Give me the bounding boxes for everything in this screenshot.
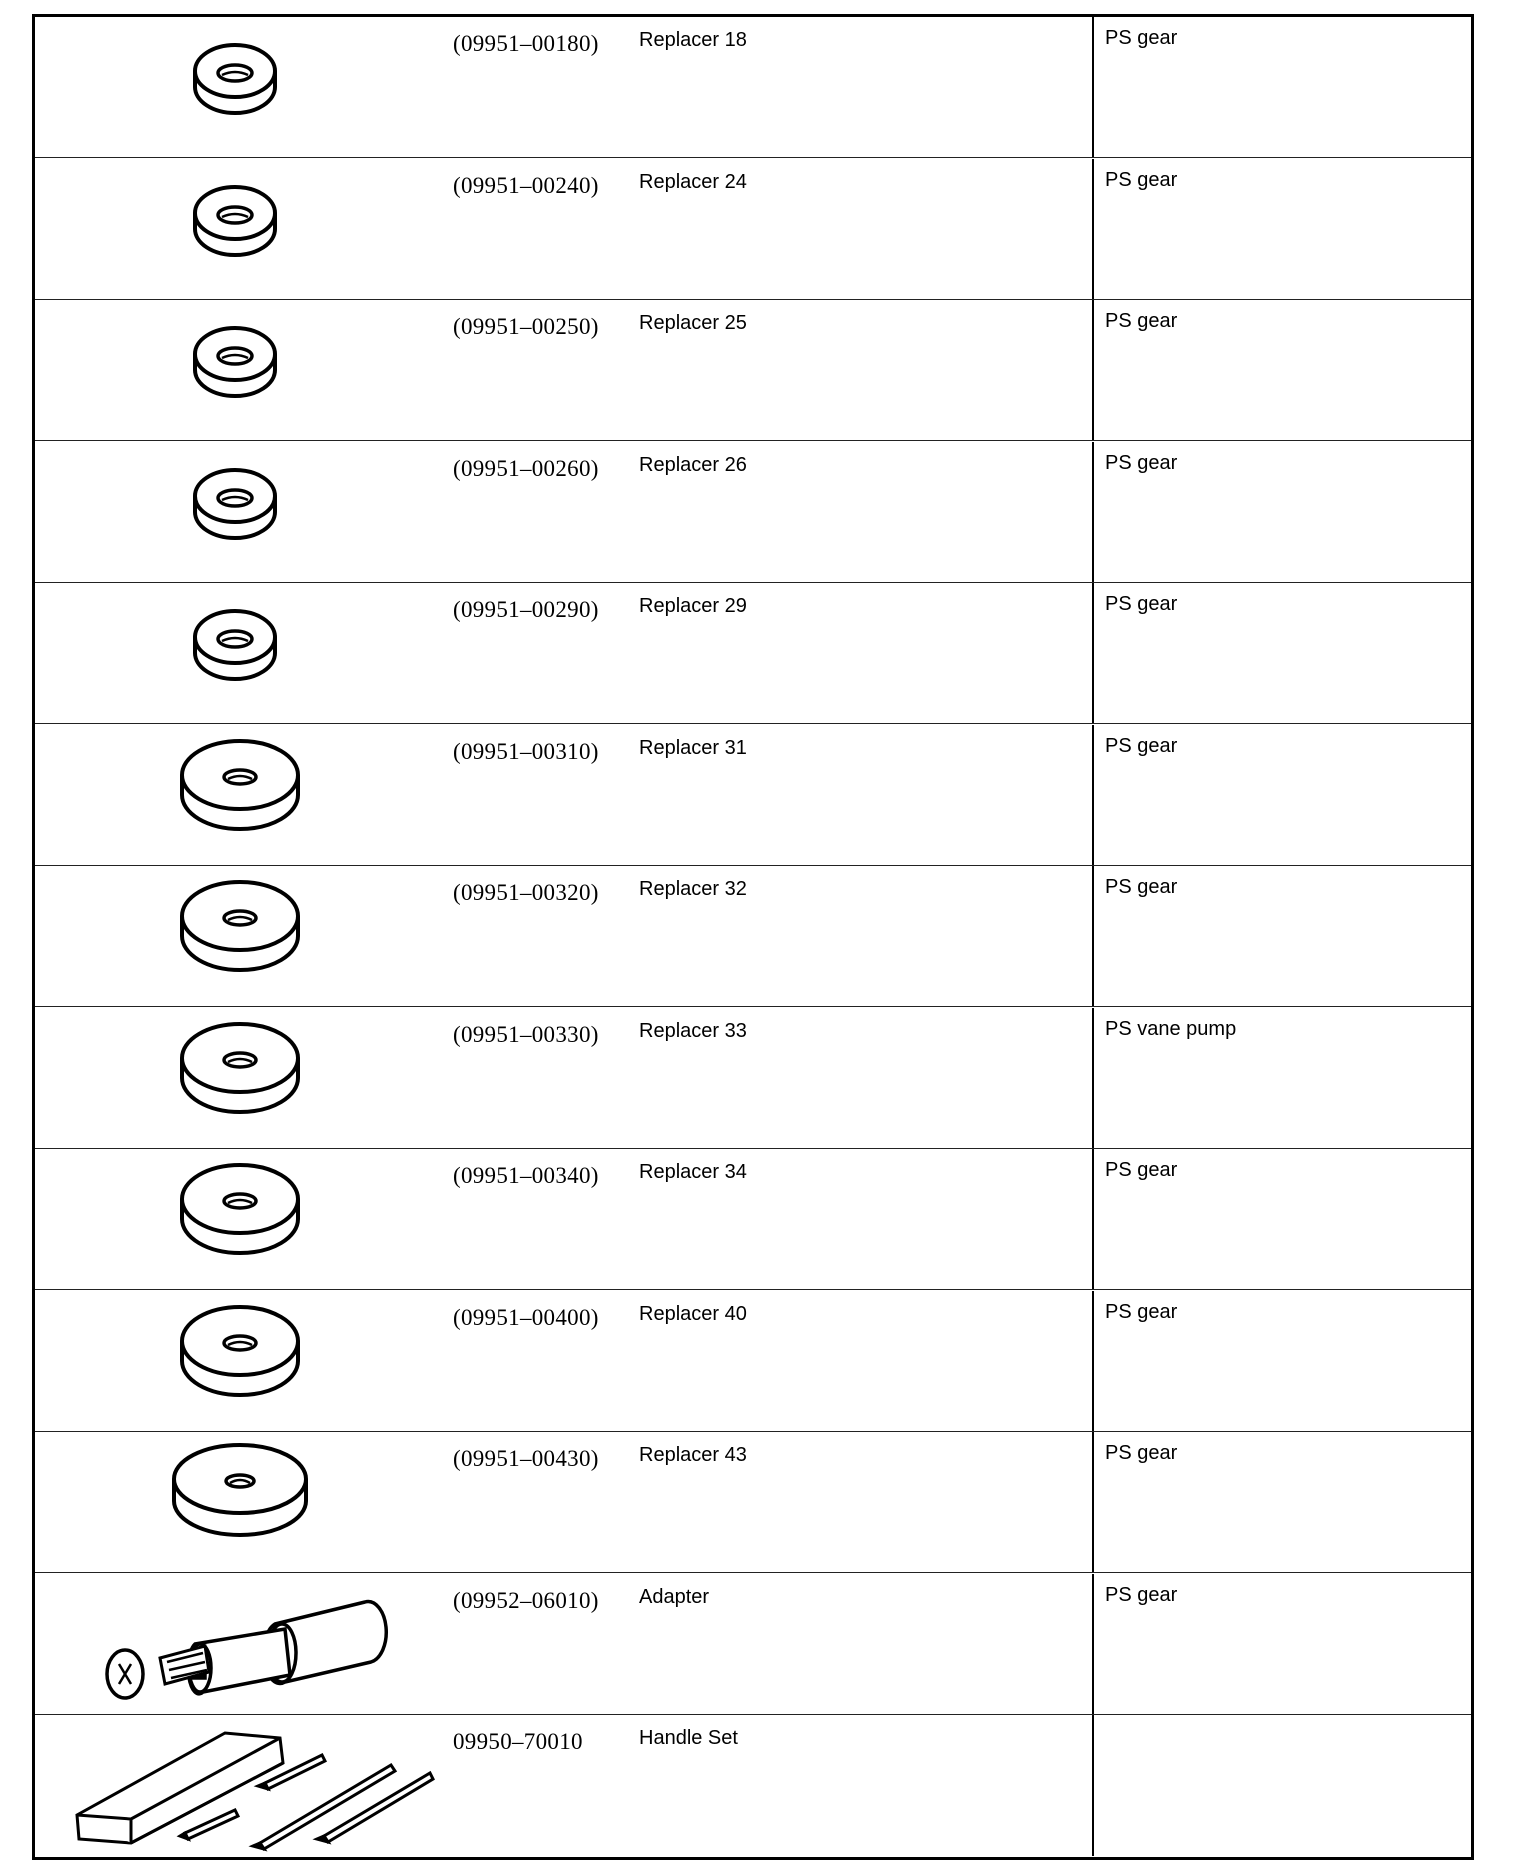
column-divider [1092, 725, 1094, 865]
tool-name: Replacer 43 [639, 1444, 747, 1466]
tool-name: Replacer 34 [639, 1161, 747, 1183]
replacer-ring-large-icon [35, 1008, 435, 1149]
replacer-ring-small-icon [35, 583, 435, 724]
replacer-ring-wide-icon [35, 1432, 435, 1573]
replacer-ring-large-icon [35, 866, 435, 1007]
table-row [35, 1574, 1471, 1715]
application-cell: PS gear [1105, 1442, 1178, 1464]
tool-name: Replacer 24 [639, 170, 747, 193]
column-divider [1092, 1008, 1094, 1148]
part-number: (09951–00260) [453, 455, 599, 481]
table-row [35, 159, 1471, 300]
application-cell: PS gear [1105, 1159, 1178, 1181]
special-service-tools-table [32, 14, 1474, 1860]
column-divider [1092, 1291, 1094, 1431]
tool-name: Adapter [639, 1585, 710, 1608]
table-row [35, 866, 1471, 1007]
replacer-ring-small-icon [35, 442, 435, 583]
column-divider [1092, 17, 1094, 157]
tool-name: Replacer 26 [639, 453, 747, 476]
application-cell: PS gear [1105, 310, 1178, 332]
table-row [35, 1008, 1471, 1149]
part-number: (09951–00310) [453, 738, 599, 764]
table-row [35, 1291, 1471, 1432]
part-number: (09951–00340) [453, 1163, 599, 1188]
tool-name: Handle Set [639, 1727, 738, 1749]
table-row [35, 442, 1471, 583]
application-cell: PS gear [1105, 734, 1178, 757]
tool-name: Replacer 31 [639, 736, 747, 759]
column-divider [1092, 583, 1094, 723]
replacer-ring-small-icon [35, 17, 435, 158]
table-row [35, 17, 1471, 158]
handle-set-icon [35, 1715, 435, 1856]
column-divider [1092, 442, 1094, 582]
column-divider [1092, 1432, 1094, 1572]
tool-name: Replacer 40 [639, 1302, 747, 1325]
column-divider [1092, 159, 1094, 299]
tool-name: Replacer 25 [639, 312, 747, 334]
tool-name: Replacer 32 [639, 878, 747, 900]
part-number: (09952–06010) [453, 1587, 599, 1613]
replacer-ring-large-icon [35, 1291, 435, 1432]
replacer-ring-small-icon [35, 300, 435, 441]
column-divider [1092, 1715, 1094, 1856]
part-number: (09951–00400) [453, 1304, 599, 1330]
application-cell: PS gear [1105, 593, 1178, 615]
table-row [35, 725, 1471, 866]
part-number: (09951–00330) [453, 1021, 599, 1047]
adapter-with-bolt-icon [35, 1574, 435, 1715]
tool-name: Replacer 29 [639, 595, 747, 617]
application-cell: PS gear [1105, 1300, 1178, 1323]
column-divider [1092, 866, 1094, 1006]
table-row [35, 1715, 1471, 1856]
part-number: (09951–00290) [453, 597, 599, 622]
table-row [35, 300, 1471, 441]
column-divider [1092, 1149, 1094, 1289]
part-number: 09950–70010 [453, 1729, 583, 1754]
application-cell: PS vane pump [1105, 1017, 1237, 1040]
application-cell: PS gear [1105, 876, 1178, 898]
replacer-ring-large-icon [35, 1149, 435, 1290]
replacer-ring-small-icon [35, 159, 435, 300]
application-cell: PS gear [1105, 168, 1178, 191]
table-row [35, 1149, 1471, 1290]
part-number: (09951–00240) [453, 172, 599, 198]
part-number: (09951–00430) [453, 1446, 599, 1471]
column-divider [1092, 1574, 1094, 1714]
table-row [35, 583, 1471, 724]
replacer-ring-large-icon [35, 725, 435, 866]
application-cell: PS gear [1105, 1583, 1178, 1606]
table-row [35, 1432, 1471, 1573]
part-number: (09951–00250) [453, 314, 599, 339]
application-cell: PS gear [1105, 27, 1178, 49]
tool-name: Replacer 18 [639, 29, 747, 51]
application-cell: PS gear [1105, 451, 1178, 474]
column-divider [1092, 300, 1094, 440]
part-number: (09951–00180) [453, 31, 599, 56]
part-number: (09951–00320) [453, 880, 599, 905]
tool-name: Replacer 33 [639, 1019, 747, 1042]
